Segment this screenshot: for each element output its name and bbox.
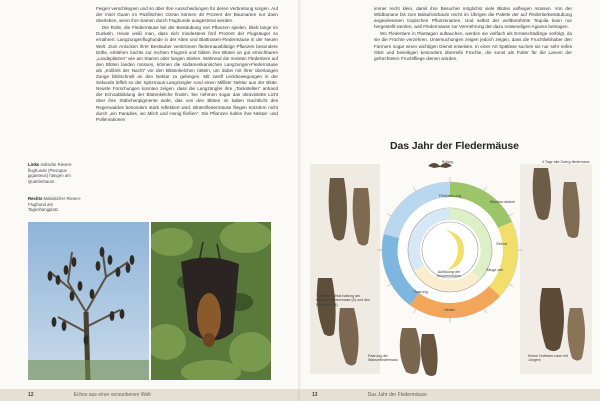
right-paragraph-2: Wo Fledertiere in Plantagen auftauchen, werden sie vielfach als Ernteschädlinge verfolgt, da sie die Früchte verzehren. Untersuchungen zeigen jedoch zeigen, dass die Fruchtliebhaber den Farmern sogar einen wichtigen Dienst erweisen. In einer Art Spätlese suchen sie nur sehr reifes Obst und beseitigen besonders überreife Früchte, die sonst als Futter für die Larven der gefürchteten Fruchtfliege dienen würden. — [374, 31, 572, 61]
caption-right-text: Malaiischer Riesen-Flughund am Tageshangplatz. — [28, 196, 82, 213]
right-page — [300, 0, 600, 401]
label-dissolution: Auflösung der Wochenstuben — [437, 270, 461, 279]
label-maternity-roosts: Wochen-stuben — [490, 200, 516, 204]
label-sleeping-posture: Typische Schlaf-haltung der kleinen Hufeisennase (A) und des Mausohrs (B) — [316, 294, 370, 307]
label-mating-daubenton: Paarung der Wasserfledermaus — [368, 354, 398, 363]
bat-year-diagram — [310, 158, 592, 382]
right-paragraph-1: immer recht klein, damit ihre Besucher möglichst viele Blüten anfliegen müssen. Von der Wildbanane bis zum Balsaholzbaum reicht im Übrigen die Palette der auf Fledertierbestäubung angewiesenen tropischen Pflanzenarten. Und selbst der weltberühmte Tequila kann nur hergestellt werden, weil Fledermäuse zur Vermehrung der dazu notwendigen Agaven beitragen. — [374, 6, 572, 30]
label-nursing: Säuge-zeit — [486, 268, 504, 272]
right-footer — [300, 389, 600, 401]
label-top: Ruheg. — [442, 160, 454, 164]
caption-left — [28, 162, 84, 184]
right-body-text — [374, 6, 572, 63]
photo-flying-foxes-tree — [28, 222, 149, 380]
flying-fox-photo-svg — [151, 222, 271, 380]
label-horseshoe-young: Kleine Hufeisen-nase mit Jungem — [528, 354, 568, 363]
caption-left-label: Links — [28, 162, 40, 167]
photo-malayan-flying-fox — [151, 222, 271, 380]
left-paragraph-1: Feigen verschleppen und so über ihre Ausscheidungen für deren Verbreitung sorgen. Auf der Insel Guam im Pazifischen Ozean können 40 Prozent der Baumarten nur dann überleben, wenn ihre Samen durch Flughunde ausgestreut werden. — [96, 6, 278, 24]
tree-photo-svg — [28, 222, 149, 380]
label-spring-migration: Frühjahrs-zug — [438, 194, 462, 198]
caption-left-text: Indische Riesen-flughunde (Pteropus giganteus) hängen am Quartierbaum. — [28, 162, 73, 184]
caption-right — [28, 196, 84, 213]
label-top-right: 4 Tage alte Zwerg-fledermaus — [542, 160, 590, 164]
label-mating: Paarung — [414, 290, 428, 294]
label-birth: Geburt — [496, 242, 507, 246]
right-page-number: 13 — [312, 392, 318, 398]
caption-right-label: Rechts — [28, 196, 43, 201]
left-body-text — [96, 6, 278, 124]
left-footer — [0, 389, 300, 401]
right-running-title: Das Jahr der Fledermäuse — [367, 392, 427, 398]
left-running-title: Echos aus einer versunkenen Welt — [73, 392, 151, 398]
left-paragraph-2: Die Rolle, die Fledermäuse bei der Bestäubung von Pflanzen spielen, blieb lange im Dunkeln. Heute weiß man, dass sich mindestens fünf Prozent der Flugsäuger so ernähren: Langzungenflughunde in der Alten und Blattnasen-Fledermäuse in der Neuen Welt. Zum Anlocken ihrer Bestäuber verströmen fledermausblütige Pflanzen besondere Düfte, erblühen nachts zur rechten Flugzeit und bilden ihre Blüten an gut erreichbaren „Landeplätzen“ wie am Stamm oder langen Stielen. Während die meisten Fledertiere auf den Blüten landen müssen, können die südamerikanischen Langzungen-Fledermäuse als „Kolibris der Nacht“ vor den Blütenkelchen rütteln, um dabei mit ihrer überlangen Zunge blitzschnell an den Nektar zu gelangen. Mit zwölf Leckbewegungen in der Sekunde löffelt so der Spitzmaus-Langzüngler rund einen Millliter Nektar aus der Blüte. Neuste Forschungen konnten zeigen, dass die Langzüngler ihre „Tankstellen“ anhand der Echoabbildung der Blütenkelche finden. Sie nehmen sogar das ultraviolette Licht über ihre Stäbchenpigmente wahr, das von den Blüten im kalten Nachtlicht des Regenwaldes besonders stark reflektiert wird. Blütenfledermäuse fliegen trotzdem nicht durch „ein Paradies, wo Milch und Honig fließen“. Die Pflanzen halten ihre Nektar- und Pollenrationen — [96, 25, 278, 122]
label-autumn: Herbst — [444, 308, 455, 312]
section-title: Das Jahr der Fledermäuse — [390, 140, 519, 152]
left-page-number: 12 — [28, 392, 34, 398]
